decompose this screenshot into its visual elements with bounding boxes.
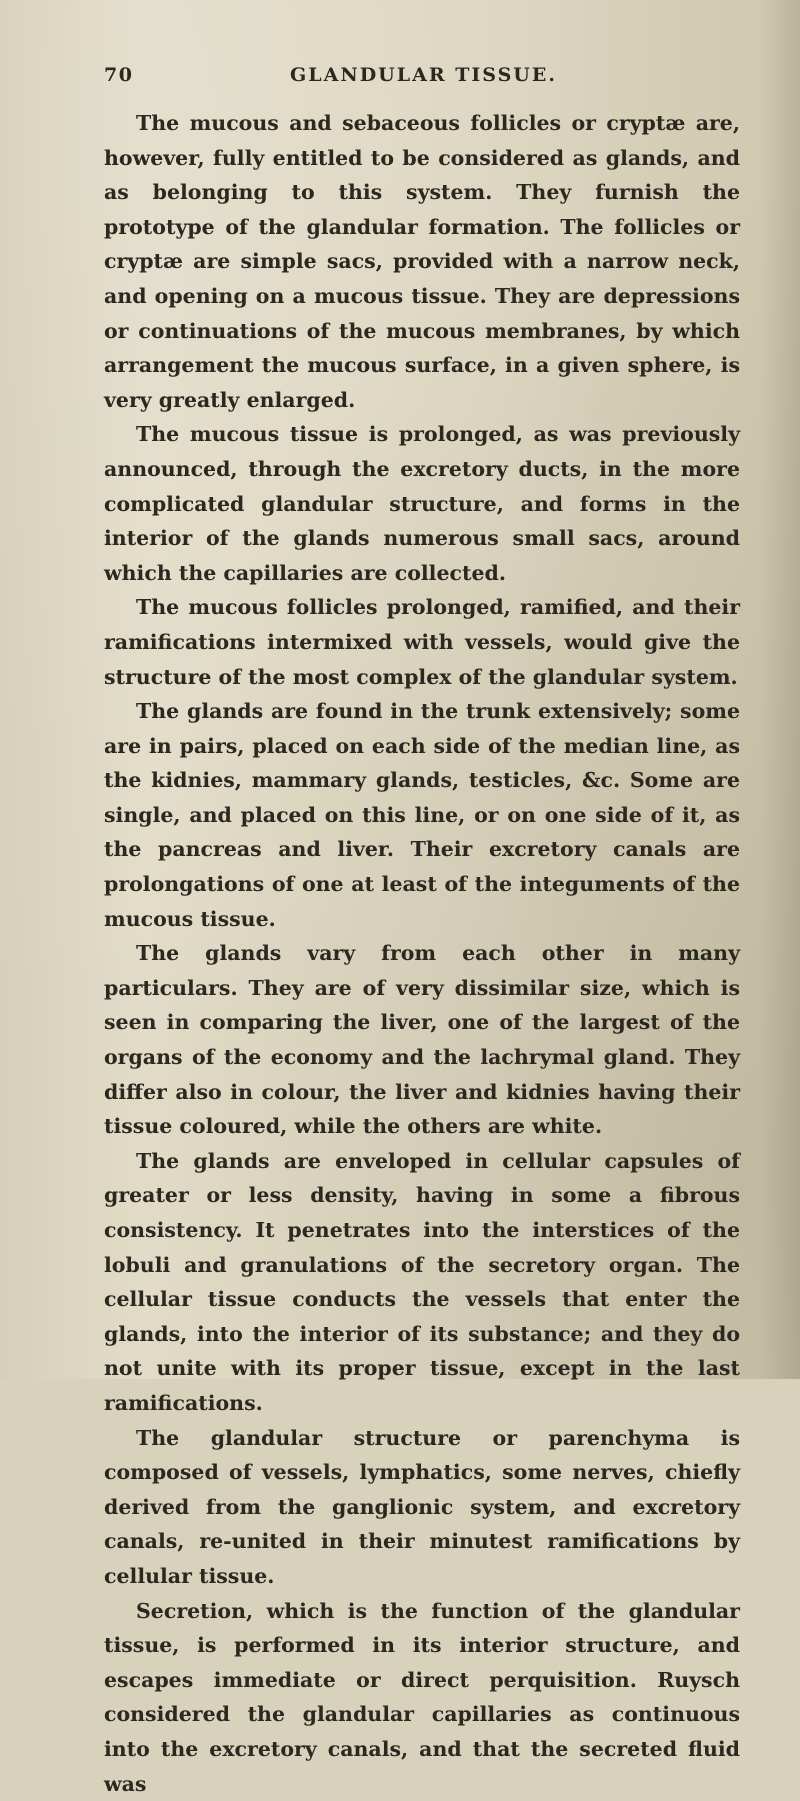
paragraph-gland-locations: The glands are found in the trunk extensively; some are in pairs, placed on each side of the median line, as the kidnies, mammary glands, testicles, &c. Some are single, and placed on this line, or on one side of it, as the pancreas and liver. Their excretory canals are prolongations of one at least of the integuments of the mucous tissue. [104, 699, 740, 931]
running-head [104, 64, 724, 90]
paragraph-parenchyma: The glandular structure or parenchyma is composed of vessels, lymphatics, some nerves, chiefly derived from the ganglionic system, and excretory canals, re-united in their minutest ramifications by cellular tissue. [104, 1425, 740, 1588]
paragraph-follicles: The mucous and sebaceous follicles or cryptæ are, however, fully entitled to be considered as glands, and as belonging to this system. They furnish the prototype of the glandular formation. The follicles or cryptæ are simple sacs, provided with a narrow neck, and opening on a mucous tissue. They are depressions or continuations of the mucous membranes, by which arrangement the mucous surface, in a given sphere, is very greatly enlarged. [104, 111, 740, 412]
body-text [104, 106, 740, 1801]
paragraph-gland-differences: The glands vary from each other in many particulars. They are of very dissimilar size, which is seen in comparing the liver, one of the largest of the organs of the economy and the lachrymal gland. They differ also in colour, the liver and kidnies having their tissue coloured, while the others are white. [104, 941, 740, 1139]
paragraph-ramified-follicles: The mucous follicles prolonged, ramified, and their ramifications intermixed with vessels, would give the structure of the most complex of the glandular system. [104, 595, 740, 689]
paragraph-mucous-tissue: The mucous tissue is prolonged, as was previously announced, through the excretory ducts, in the more complicated glandular structure, and forms in the interior of the glands numerous small sacs, around which the capillaries are collected. [104, 422, 740, 585]
paragraph-cellular-capsules: The glands are enveloped in cellular capsules of greater or less density, having in some a fibrous consistency. It penetrates into the interstices of the lobuli and granulations of the secretory organ. The cellular tissue conducts the vessels that enter the glands, into the interior of its substance; and they do not unite with its proper tissue, except in the last ramifications. [104, 1148, 740, 1415]
running-title: GLANDULAR TISSUE. [290, 64, 557, 86]
page-number: 70 [104, 64, 134, 86]
paragraph-secretion: Secretion, which is the function of the glandular tissue, is performed in its interior structure, and escapes immediate or direct perquisition. Ruysch considered the glandular capillaries as continuous into the excretory canals, and that the secreted fluid was [104, 1598, 740, 1796]
